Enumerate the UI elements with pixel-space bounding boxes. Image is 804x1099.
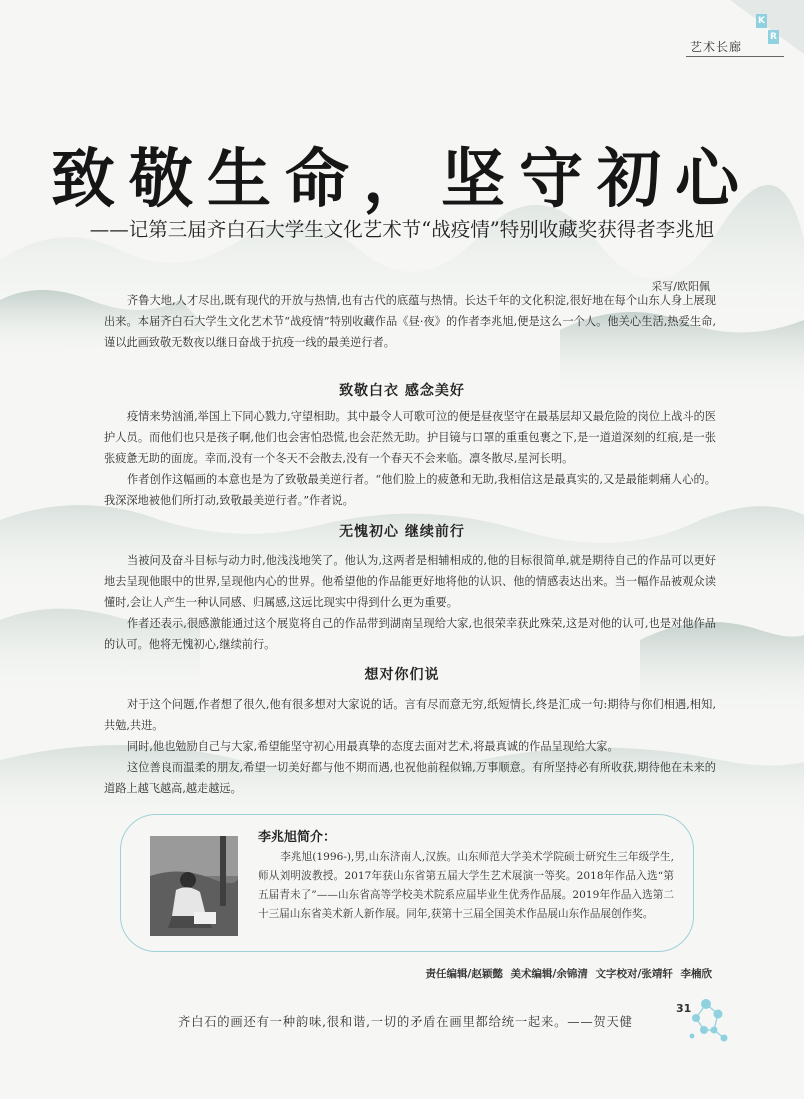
bio-text: 李兆旭(1996-),男,山东济南人,汉族。山东师范大学美术学院硕士研究生三年级学生,师从刘明波教授。2017年获山东省第五届大学生艺术展演一等奖。2018年作品入选“第五届青未了”——山东省高等学校美术院系应届毕业生优秀作品展。2019年作品入选第二十三届山东省美术新人新作展。同年,获第十三届全国美术作品展山东作品展创作奖。 (258, 851, 674, 920)
section-1-paragraph-2: 作者创作这幅画的本意也是为了致敬最美逆行者。“他们脸上的疲惫和无助,我相信这是最真实的,又是最能刺痛人心的。我深深地被他们所打动,致敬最美逆行者。”作者说。 (104, 473, 716, 507)
author-photo (150, 836, 238, 936)
article-title: 致敬生命，坚守初心 (51, 142, 753, 217)
section-1-paragraph-1: 疫情来势汹涌,举国上下同心戮力,守望相助。其中最令人可歌可泣的便是昼夜坚守在最基层却又最危险的岗位上战斗的医护人员。而他们也只是孩子啊,他们也会害怕恐慌,也会茫然无助。护目镜与口罩的重重包裹之下,是一道道深刻的红痕,是一张张疲惫无助的面庞。幸而,没有一个冬天不会散去,没有一个春天不会来临。凛冬散尽,星河长明。 (104, 410, 716, 465)
molecule-decoration-icon (684, 996, 734, 1044)
section-heading-1: 致敬白衣 感念美好 (339, 383, 465, 399)
section-3-paragraph-1: 对于这个问题,作者想了很久,他有很多想对大家说的话。言有尽而意无穷,纸短情长,终是汇成一句:期待与你们相遇,相知,共勉,共进。 (104, 698, 716, 732)
section-3-paragraph-3: 这位善良而温柔的朋友,希望一切美好都与他不期而遇,也祝他前程似锦,万事顺意。有所坚持必有所收获,期待他在未来的道路上越飞越高,越走越远。 (104, 761, 716, 795)
section-heading-2: 无愧初心 继续前行 (339, 524, 465, 540)
page-number: 31 (676, 1002, 692, 1015)
article-subtitle: ——记第三届齐白石大学生文化艺术节“战疫情”特别收藏奖获得者李兆旭 (89, 218, 715, 241)
footer-quote: 齐白石的画还有一种韵味,很和谐,一切的矛盾在画里都给统一起来。——贺天健 (178, 1015, 633, 1029)
section-2-paragraph-2: 作者还表示,很感激能通过这个展览将自己的作品带到湖南呈现给大家,也很荣幸获此殊荣,这是对他的认可,也是对他作品的认可。他将无愧初心,继续前行。 (104, 617, 716, 651)
byline: 采写/欧阳佩 (651, 280, 710, 293)
badge-letter-r: R (768, 30, 779, 44)
intro-paragraph: 齐鲁大地,人才尽出,既有现代的开放与热情,也有古代的底蕴与热情。长达千年的文化积淀,很好地在每个山东人身上展现出来。本届齐白石大学生文化艺术节“战疫情”特别收藏作品《昼·夜》的作者李兆旭,便是这么一个人。他关心生活,热爱生命,谨以此画致敬无数夜以继日奋战于抗疫一线的最美逆行者。 (104, 294, 716, 349)
bio-title: 李兆旭简介： (258, 830, 337, 845)
section-divider (686, 56, 784, 57)
section-tag: 艺术长廊 (690, 40, 743, 54)
section-3-paragraph-2: 同时,他也勉励自己与大家,希望能坚守初心用最真挚的态度去面对艺术,将最真诚的作品呈现给大家。 (126, 740, 619, 753)
section-heading-3: 想对你们说 (364, 667, 440, 683)
editorial-credits: 责任编辑/赵颖懿 美术编辑/余锦清 文字校对/张靖轩 李楠欣 (425, 968, 712, 980)
badge-letter-k: K (756, 14, 767, 28)
author-photo-image (150, 836, 238, 936)
column-badge (756, 14, 780, 46)
section-2-paragraph-1: 当被问及奋斗目标与动力时,他浅浅地笑了。他认为,这两者是相辅相成的,他的目标很简单,就是期待自己的作品可以更好地去呈现他眼中的世界,呈现他内心的世界。他希望他的作品能更好地将他的认识、他的情感表达出来。当一幅作品被观众读懂时,会让人产生一种认同感、归属感,这远比现实中得到什么更为重要。 (104, 554, 716, 609)
